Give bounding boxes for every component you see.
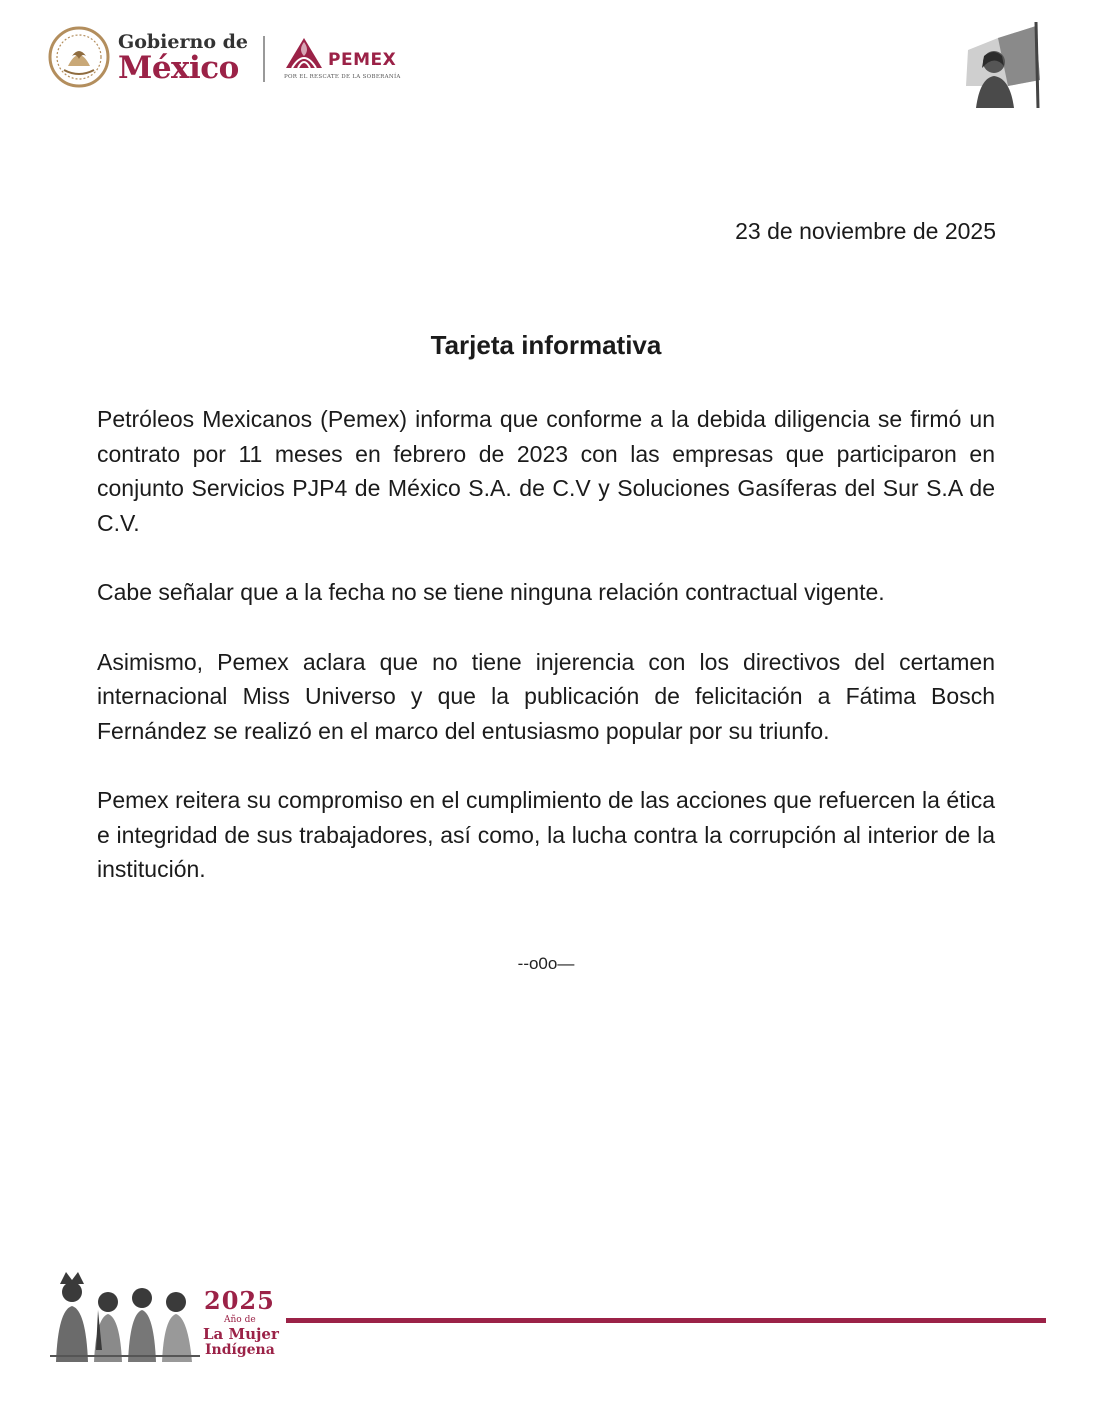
footer-line-1: La Mujer [203,1325,279,1343]
header-logos [48,26,448,92]
document-date: 23 de noviembre de 2025 [735,218,996,244]
gov-line-2: México [118,50,239,86]
paragraph-2: Cabe señalar que a la fecha no se tiene ninguna relación contractual vigente. [97,579,885,605]
closing-mark: --o0o— [517,954,575,973]
pemex-tagline: POR EL RESCATE DE LA SOBERANÍA [284,74,401,80]
paragraph-3: Asimismo, Pemex aclara que no tiene injerencia con los directivos del certamen internacional Miss Universo y que la publicación de felicitación a Fátima Bosch Fernández se realizó en el marco del entusiasmo popular por su triunfo. [97,648,995,744]
footer-line-2: Indígena [205,1342,275,1358]
mexico-coat-of-arms-icon [48,26,110,88]
pemex-wordmark: PEMEX [328,50,397,70]
paragraph-1: Petróleos Mexicanos (Pemex) informa que conforme a la debida diligencia se firmó un contrato por 11 meses en febrero de 2023 con las empresas que participaron en conjunto Servicios PJP4 de México S.A. de C.V y Soluciones Gasíferas del Sur S.A de C.V. [97,406,995,536]
footer-year: 2025 [204,1286,275,1315]
logo-divider [263,36,265,82]
footer-sub: Año de [224,1315,256,1325]
gov-line-1: Gobierno de [118,31,248,53]
paragraph-4: Pemex reitera su compromiso en el cumplimiento de las acciones que refuercen la ética e integridad de sus trabajadores, así como, la lucha contra la corrupción al interior de la institución. [97,787,995,882]
footer-rule [286,1318,1046,1323]
document-body [97,402,995,922]
indigenous-women-illustration-icon [50,1270,200,1362]
document-title: Tarjeta informativa [430,330,662,360]
hero-portrait-icon [958,20,1044,108]
pemex-logo-icon [284,36,324,72]
